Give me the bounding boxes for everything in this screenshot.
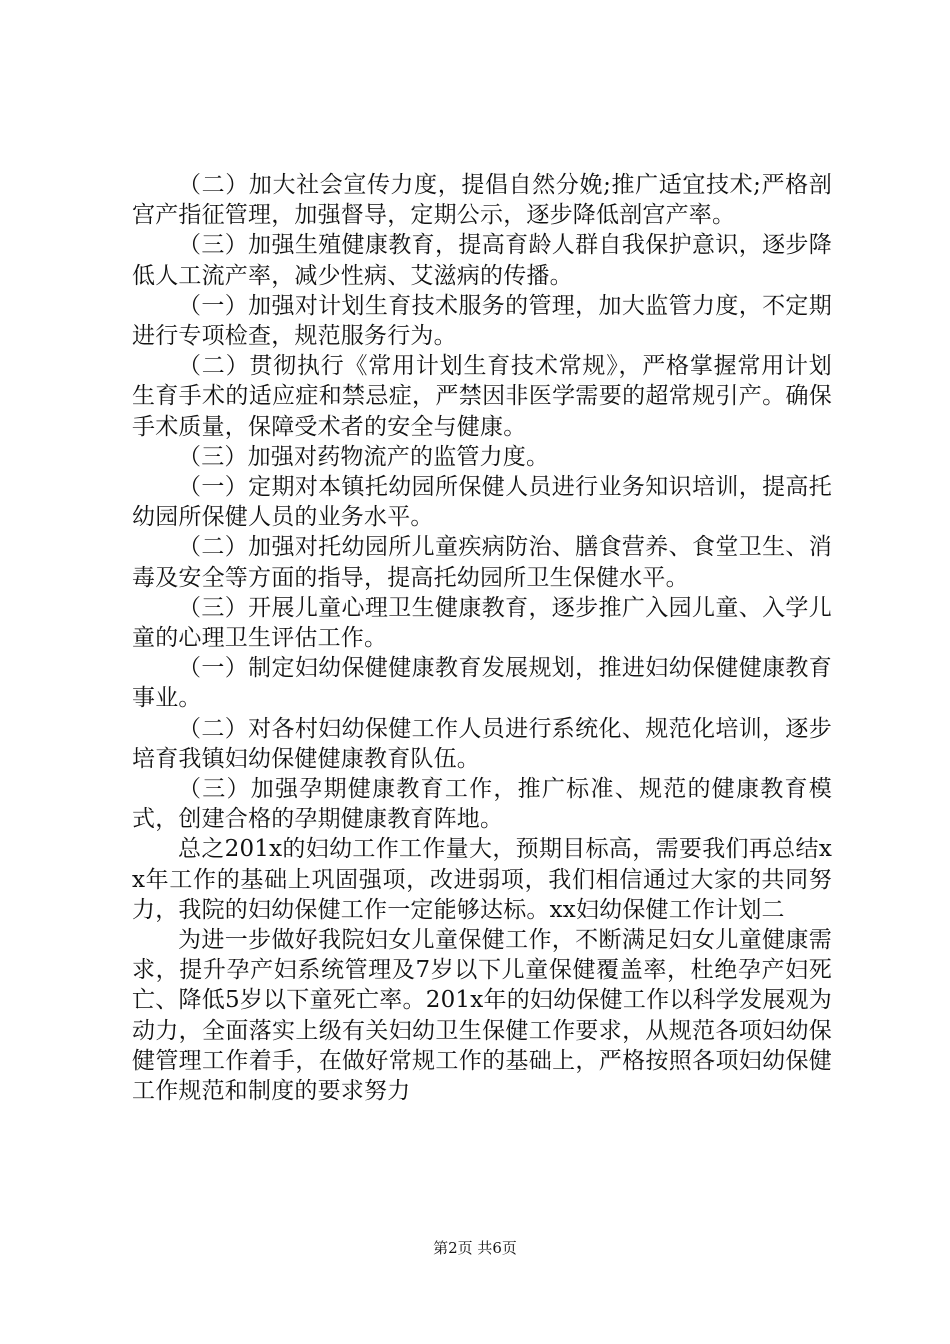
paragraph: （一）加强对计划生育技术服务的管理，加大监管力度，不定期进行专项检查，规范服务行为。	[132, 292, 832, 350]
paragraph: 为进一步做好我院妇女儿童保健工作，不断满足妇女儿童健康需求，提升孕产妇系统管理及7岁以下儿童保健覆盖率，杜绝孕产妇死亡、降低5岁以下童死亡率。201x年的妇幼保健工作以科学发展观为动力，全面落实上级有关妇幼卫生保健工作要求，从规范各项妇幼保健管理工作着手，在做好常规工作的基础上，严格按照各项妇幼保健工作规范和制度的要求努力	[132, 927, 832, 1105]
paragraph: （一）制定妇幼保健健康教育发展规划，推进妇幼保健健康教育事业。	[132, 655, 832, 712]
page-number-footer: 第2页 共6页	[433, 1239, 517, 1257]
paragraph: 总之201x的妇幼工作工作量大，预期目标高，需要我们再总结xx年工作的基础上巩固强项，改进弱项，我们相信通过大家的共同努力，我院的妇幼保健工作一定能够达标。xx妇幼保健工作计划二	[132, 836, 832, 923]
paragraph: （三）加强孕期健康教育工作，推广标准、规范的健康教育模式，创建合格的孕期健康教育阵地。	[132, 776, 832, 833]
paragraph: （二）对各村妇幼保健工作人员进行系统化、规范化培训，逐步培育我镇妇幼保健健康教育队伍。	[132, 715, 832, 772]
paragraph: （一）定期对本镇托幼园所保健人员进行业务知识培训，提高托幼园所保健人员的业务水平。	[132, 474, 832, 531]
body-text	[132, 170, 832, 1106]
paragraph: （三）加强生殖健康教育，提高育龄人群自我保护意识，逐步降低人工流产率，减少性病、艾滋病的传播。	[132, 232, 832, 289]
paragraph: （二）加强对托幼园所儿童疾病防治、膳食营养、食堂卫生、消毒及安全等方面的指导，提高托幼园所卫生保健水平。	[132, 534, 832, 591]
paragraph: （二）加大社会宣传力度，提倡自然分娩;推广适宜技术;严格剖宫产指征管理，加强督导，定期公示，逐步降低剖宫产率。	[132, 172, 832, 229]
paragraph: （二）贯彻执行《常用计划生育技术常规》，严格掌握常用计划生育手术的适应症和禁忌症，严禁因非医学需要的超常规引产。确保手术质量，保障受术者的安全与健康。	[132, 353, 832, 440]
paragraph: （三）开展儿童心理卫生健康教育，逐步推广入园儿童、入学儿童的心理卫生评估工作。	[132, 594, 832, 652]
paragraph: （三）加强对药物流产的监管力度。	[178, 443, 550, 470]
